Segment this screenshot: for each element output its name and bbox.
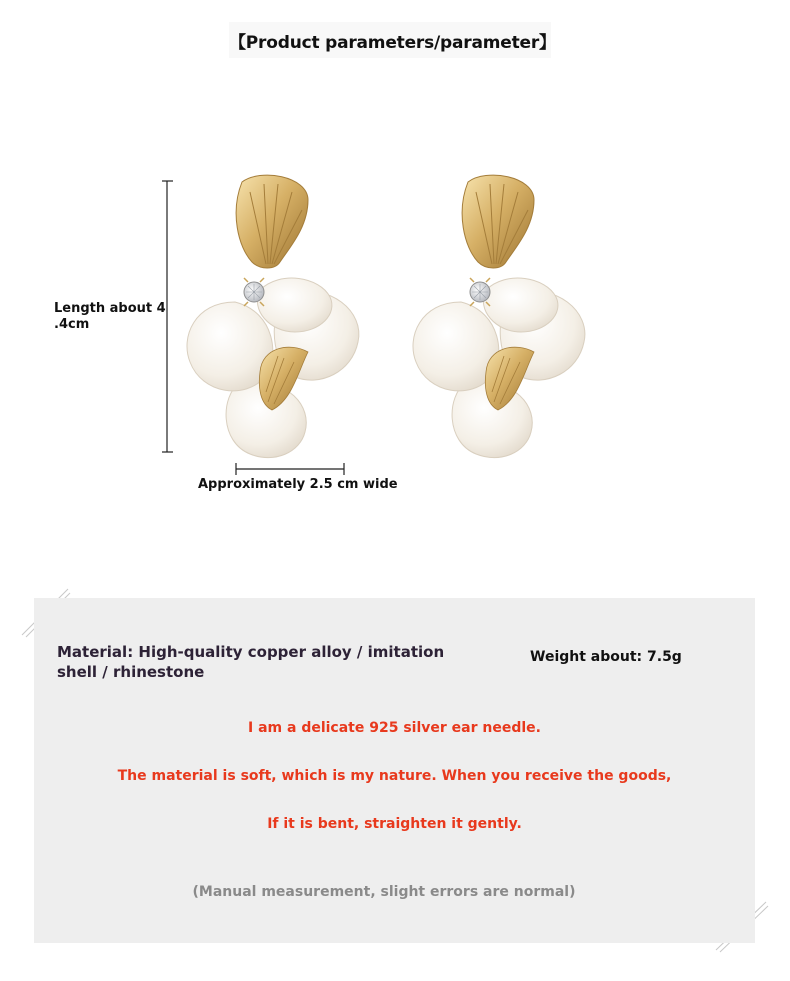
care-note-2: The material is soft, which is my nature. When you receive the goods,: [117, 768, 672, 784]
care-note-3: If it is bent, straighten it gently.: [267, 816, 522, 832]
care-note-1: I am a delicate 925 silver ear needle.: [248, 720, 541, 736]
width-label: Approximately 2.5 cm wide: [198, 477, 398, 492]
length-label: Length about 4 .4cm: [54, 301, 166, 332]
material-text: Material: High-quality copper alloy / imitation shell / rhinestone: [57, 643, 445, 681]
info-panel: [34, 598, 755, 943]
weight-text: Weight about: 7.5g: [530, 649, 682, 665]
page-title: 【Product parameters/parameter】: [229, 32, 556, 53]
measurement-footnote: (Manual measurement, slight errors are normal): [192, 884, 576, 900]
